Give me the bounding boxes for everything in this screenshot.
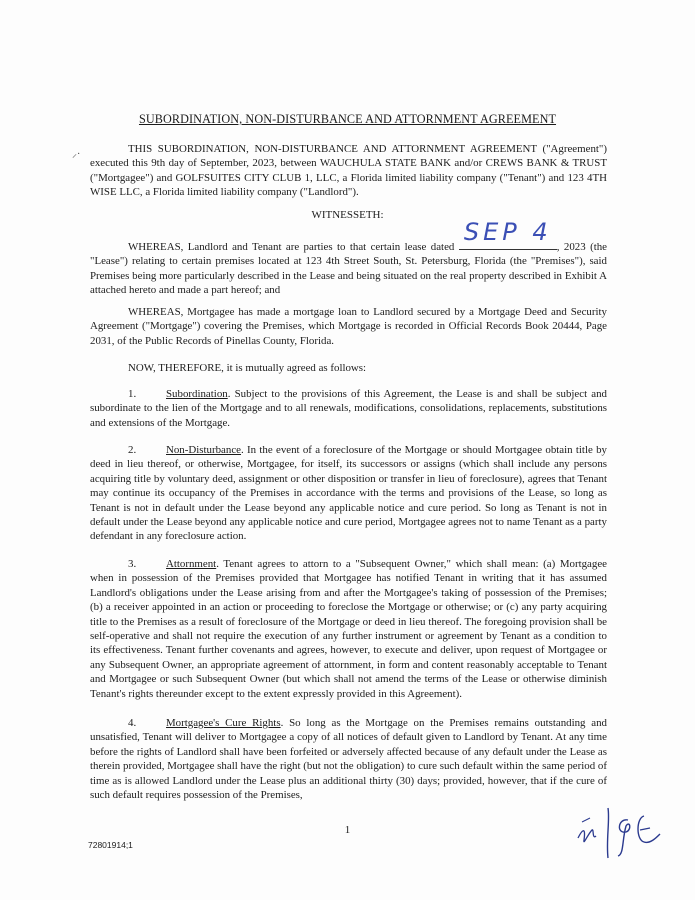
margin-mark: ⸝· — [72, 149, 81, 160]
intro-paragraph: THIS SUBORDINATION, NON-DISTURBANCE AND ATTORNMENT AGREEMENT ("Agreement") executed this 9th day of September, 2023, between WAUCHULA STATE BANK and/or CREWS BANK & TRUST ("Mortgagee") and GOLFSUITES CITY CLUB 1, LLC, a Florida limited liability company ("Tenant") and 123 4TH WISE LLC, a Florida limited liability company ("Landlord"). — [90, 143, 607, 199]
now-therefore-rest: it is mutually agreed as follows: — [223, 362, 367, 374]
section-number: 2. — [128, 444, 137, 456]
section-number: 4. — [128, 717, 137, 729]
section-non-disturbance — [90, 443, 607, 544]
document-title: SUBORDINATION, NON-DISTURBANCE AND ATTORNMENT AGREEMENT — [138, 112, 557, 126]
handwritten-initials-signature — [570, 800, 670, 860]
section-heading: Non-Disturbance — [166, 444, 242, 456]
whereas-lease-paragraph — [90, 218, 607, 298]
section-subordination — [90, 387, 607, 430]
whereas-lease-rest: , 2023 (the "Lease") relating to certain premises located at 123 4th Street South, St. Petersburg, Florida (the "Premises"), said Premises being more particularly described in the Lease and being situated on the real property described in Exhibit A attached hereto and made a part hereof; and — [90, 241, 607, 297]
whereas-mortgage-paragraph: WHEREAS, Mortgagee has made a mortgage loan to Landlord secured by a Mortgage Deed and Security Agreement ("Mortgage") covering the Premises, which Mortgage is recorded in Official Records Book 20444, Page 2031, of the Public Records of Pinellas County, Florida. — [90, 306, 607, 347]
document-id: 72801914;1 — [88, 840, 133, 850]
handwritten-date: SEP 4 — [463, 218, 552, 246]
witnesseth-heading: WITNESSETH: — [311, 209, 384, 221]
now-therefore-paragraph — [90, 361, 607, 375]
section-text: . So long as the Mortgage on the Premises remains outstanding and unsatisfied, Tenant will deliver to Mortgagee a copy of all notices of default given to Landlord by Tenant. At any time before the rights of Landlord shall have been forfeited or adversely affected because of any default under the Lease as therein provided, Mortgagee shall have the right (but not the obligation) to cure such default within the same period of time as is allowed Landlord under the Lease plus an additional thirty (30) days; provided, however, that if the cure of such default requires possession of the Premises, — [90, 717, 608, 802]
now-therefore-lead: NOW, THEREFORE, — [128, 362, 224, 374]
section-attornment — [90, 557, 607, 701]
section-number: 1. — [128, 388, 137, 400]
section-text: . In the event of a foreclosure of the Mortgage or should Mortgagee obtain title by deed in lieu thereof, or otherwise, Mortgagee, for itself, its successors or assigns (which shall include any persons acquiring title by voluntary deed, assignment or other disposition or transfer in lieu of foreclosure), agrees that Tenant may continue its occupancy of the Premises in accordance with the terms and provisions of the Lease, so long as Tenant is not in default under the Lease beyond any applicable notice and cure period. So long as Tenant is not in default under the Lease beyond any applicable notice and cure period, Mortgagee agrees not to name Tenant as a party defendant in any foreclosure action. — [90, 444, 607, 543]
section-heading: Subordination — [166, 388, 228, 400]
section-cure-rights — [90, 716, 607, 802]
section-text: . Tenant agrees to attorn to a "Subsequent Owner," which shall mean: (a) Mortgagee when in possession of the Premises provided that Mortgagee has notified Tenant in writing that it has assumed Landlord's obligations under the Lease arising from and after the Mortgagee's taking of possession of the Premises; (b) a receiver appointed in an action or proceeding to foreclose the Mortgage or otherwise; or (c) any party acquiring title to the Premises as a result of foreclosure of the Mortgage or deed in lieu thereof. The foregoing provision shall be self-operative and shall not require the execution of any further instrument or agreement by Tenant as a condition to its effectiveness. Tenant further covenants and agrees, however, to execute and deliver, upon request of Mortgagee or any Subsequent Owner, an appropriate agreement of attornment, in form and content reasonably acceptable to Tenant and Mortgagee or such Subsequent Owner (but which shall not amend the terms of the Lease or otherwise diminish Tenant's rights thereunder except to the extent expressly provided in this Agreement). — [90, 558, 607, 700]
section-number: 3. — [128, 558, 137, 570]
lease-date-field — [459, 218, 557, 250]
section-heading: Attornment — [166, 558, 217, 570]
section-text: . Subject to the provisions of this Agreement, the Lease is and shall be subject and subordinate to the lien of the Mortgage and to all renewals, modifications, consolidations, replacements, substitutions and extensions of the Mortgage. — [90, 388, 607, 429]
whereas-lease-lead: WHEREAS, Landlord and Tenant are parties to that certain lease dated — [128, 241, 455, 253]
page-number: 1 — [344, 824, 351, 836]
section-heading: Mortgagee's Cure Rights — [166, 717, 281, 729]
